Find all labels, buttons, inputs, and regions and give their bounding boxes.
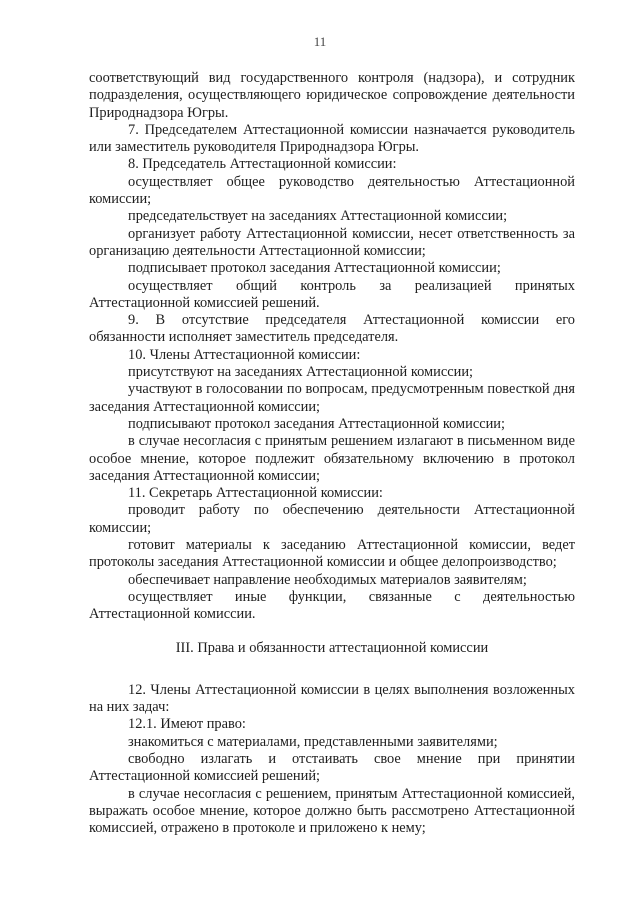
paragraph: готовит материалы к заседанию Аттестационной комиссии, ведет протоколы заседания Аттестационной комиссии и общее делопроизводство; xyxy=(89,537,575,571)
paragraph: свободно излагать и отстаивать свое мнение при принятии Аттестационной комиссией решений; xyxy=(89,750,575,785)
paragraph: 12.1. Имеют право: xyxy=(128,716,246,733)
paragraph: осуществляет общий контроль за реализацией принятых Аттестационной комиссией решений. xyxy=(89,277,575,311)
paragraphs-after-heading xyxy=(89,682,575,838)
paragraph: в случае несогласия с принятым решением излагают в письменном виде особое мнение, которое подлежит обязательному включению в протокол заседания Аттестационной комиссии; xyxy=(89,433,575,484)
paragraph: 12. Члены Аттестационной комиссии в целях выполнения возложенных на них задач: xyxy=(89,681,575,716)
paragraph: осуществляет иные функции, связанные с деятельностью Аттестационной комиссии. xyxy=(89,588,575,623)
paragraph: осуществляет общее руководство деятельностью Аттестационной комиссии; xyxy=(89,173,575,208)
document-body xyxy=(89,70,575,837)
paragraph: 9. В отсутствие председателя Аттестационной комиссии его обязанности исполняет заместитель председателя. xyxy=(89,312,575,346)
paragraph: организует работу Аттестационной комиссии, несет ответственность за организацию деятельности Аттестационной комиссии; xyxy=(89,225,575,259)
paragraph: знакомиться с материалами, представленными заявителями; xyxy=(128,733,498,750)
paragraph: участвуют в голосовании по вопросам, предусмотренным повесткой дня заседания Аттестационной комиссии; xyxy=(89,381,575,415)
paragraphs-before-heading xyxy=(89,70,575,624)
page-number: 11 xyxy=(313,34,327,49)
paragraph: 7. Председателем Аттестационной комиссии назначается руководитель или заместитель руководителя Природнадзора Югры. xyxy=(89,121,575,156)
paragraph: подписывает протокол заседания Аттестационной комиссии; xyxy=(128,260,501,277)
paragraph: 8. Председатель Аттестационной комиссии: xyxy=(128,156,397,173)
paragraph: соответствующий вид государственного контроля (надзора), и сотрудник подразделения, осуществляющего юридическое сопровождение деятельности Природнадзора Югры. xyxy=(89,70,575,121)
paragraph: обеспечивает направление необходимых материалов заявителям; xyxy=(128,571,527,588)
paragraph: 11. Секретарь Аттестационной комиссии: xyxy=(128,485,383,502)
paragraph: подписывают протокол заседания Аттестационной комиссии; xyxy=(128,415,506,432)
paragraph: в случае несогласия с решением, принятым Аттестационной комиссией, выражать особое мнение, которое должно быть рассмотрено Аттестационной комиссией, отражено в протоколе и приложено к нему; xyxy=(89,785,575,837)
paragraph: проводит работу по обеспечению деятельности Аттестационной комиссии; xyxy=(89,502,575,536)
paragraph: 10. Члены Аттестационной комиссии: xyxy=(128,346,361,363)
section-heading: III. Права и обязанности аттестационной комиссии xyxy=(175,639,489,656)
paragraph: присутствуют на заседаниях Аттестационной комиссии; xyxy=(128,364,474,381)
paragraph: председательствует на заседаниях Аттестационной комиссии; xyxy=(128,208,508,225)
